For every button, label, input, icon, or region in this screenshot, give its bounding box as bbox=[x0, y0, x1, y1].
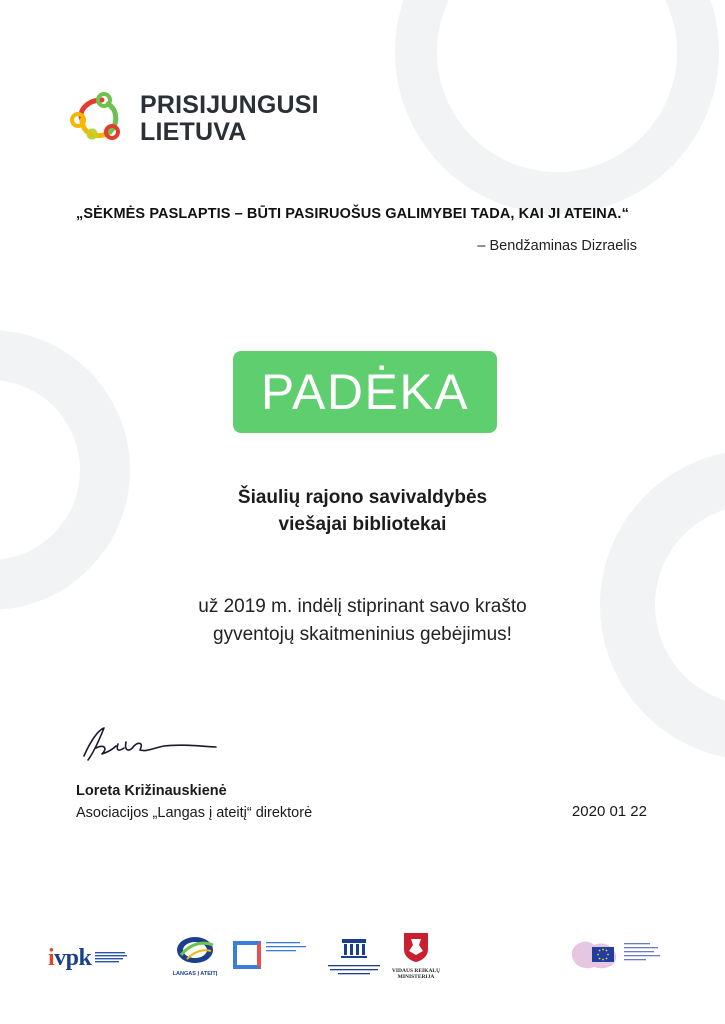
eu-flag-map-icon bbox=[568, 937, 620, 973]
ivpk-logo bbox=[48, 945, 131, 972]
reason bbox=[0, 593, 725, 649]
recipient bbox=[0, 484, 725, 538]
ivpk-wordmark: ivpk bbox=[48, 945, 92, 971]
logo-line-1: PRISIJUNGUSI bbox=[140, 91, 319, 119]
partner-logos bbox=[0, 925, 725, 995]
title-badge bbox=[233, 351, 497, 433]
certificate-title: PADĖKA bbox=[260, 364, 470, 420]
recipient-line-1: Šiaulių rajono savivaldybės bbox=[237, 487, 488, 508]
signer-role: Asociacijos „Langas į ateitį“ direktorė bbox=[76, 805, 313, 821]
certificate-date: 2020 01 22 bbox=[571, 803, 647, 820]
reason-line-1: už 2019 m. indėlį stiprinant savo krašto bbox=[198, 596, 527, 617]
decorative-ring bbox=[0, 330, 130, 610]
eu-funds-logo bbox=[568, 937, 664, 973]
decorative-ring bbox=[395, 0, 719, 214]
signer-name: Loreta Križinauskienė bbox=[76, 783, 227, 799]
quote-author: – Bendžaminas Dizraelis bbox=[477, 238, 637, 254]
ivpk-subtitle bbox=[95, 951, 131, 966]
reason-line-2: gyventojų skaitmeninius gebėjimus! bbox=[213, 624, 512, 645]
ministry-of-interior-logo bbox=[390, 931, 442, 980]
langas-label: LANGAS Į ATEITĮ bbox=[172, 971, 218, 977]
square-emblem-icon bbox=[233, 941, 261, 969]
quote-text: „SĖKMĖS PASLAPTIS – BŪTI PASIRUOŠUS GALIMYBEI TADA, KAI JI ATEINA.“ bbox=[76, 206, 629, 222]
langas-emblem-icon bbox=[173, 933, 217, 965]
connected-circles-icon bbox=[68, 90, 126, 148]
coat-of-arms-icon bbox=[401, 931, 431, 963]
recipient-line-2: viešajai bibliotekai bbox=[278, 514, 447, 535]
library-text bbox=[322, 964, 386, 979]
ministry-label: VIDAUS REIKALŲ MINISTERIJA bbox=[391, 968, 441, 980]
regional-development-text bbox=[266, 941, 312, 959]
handwritten-signature bbox=[74, 722, 224, 772]
library-building-icon bbox=[339, 937, 369, 959]
national-library-logo bbox=[322, 937, 386, 979]
prisijungusi-lietuva-logo bbox=[68, 90, 319, 148]
eu-funds-text bbox=[624, 942, 664, 968]
langas-i-ateiti-logo bbox=[164, 933, 226, 977]
regional-development-logo bbox=[233, 941, 312, 969]
logo-line-2: LIETUVA bbox=[140, 118, 247, 146]
logo-wordmark bbox=[140, 92, 319, 146]
